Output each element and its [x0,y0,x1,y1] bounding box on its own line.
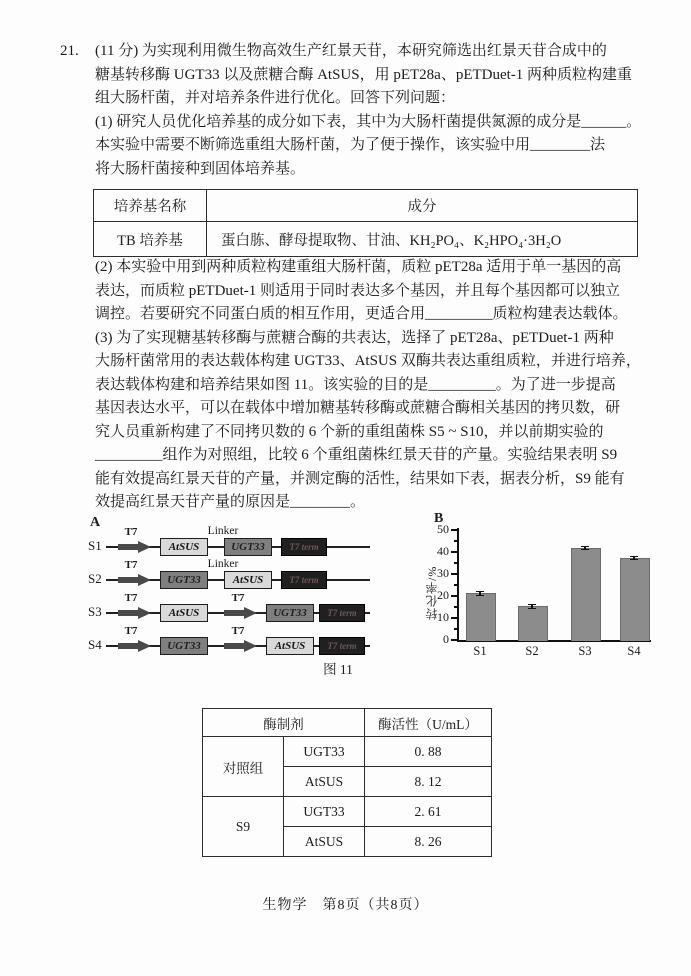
t7-promoter-label: T7 [124,592,138,604]
question-line-text: (11 分) 为实现利用微生物高效生产红景天苷，本研究筛选出红景天苷合成中的 [95,43,607,59]
promoter-arrow-icon [118,640,151,652]
bar-s2 [518,606,548,641]
gene-box-ugt33: UGT33 [160,571,208,589]
page-footer: 生物学 第8页（共8页） [262,898,429,913]
enzyme-cell: AtSUS [284,767,365,797]
composition-header: 成分 [207,190,638,222]
t7-promoter-label: T7 [124,559,138,571]
y-minor-tick [454,584,458,586]
y-tick [451,529,457,531]
medium-table [93,189,638,257]
enzyme-cell: UGT33 [284,737,365,767]
y-tick-label: 20 [437,588,449,602]
y-tick [451,551,457,553]
t7-terminator-box: T7 term [319,637,365,655]
y-tick-label: 0 [443,632,449,646]
y-minor-tick [454,562,458,564]
y-tick [451,639,457,641]
enzyme-cell: UGT33 [284,797,365,827]
medium-name-cell: TB 培养基 [94,222,207,257]
composition-cell: 蛋白胨、酵母提取物、甘油、KH₂PO₄、K₂HPO₄·3H₂O [207,222,638,257]
y-axis-line [457,528,459,641]
gene-box-atsus: AtSUS [160,604,208,622]
bar-s3 [571,548,601,641]
gene-box-atsus: AtSUS [224,571,272,589]
error-bar-cap [528,608,536,609]
table-header-row [94,190,638,222]
question-line: 表达，而质粒 pETDuet-1 则适用于同时表达多个基因，并且每个基因都可以独立 [95,282,620,299]
gene-box-atsus: AtSUS [266,637,314,655]
group-cell-control: 对照组 [203,737,284,797]
promoter-arrow-icon [224,640,257,652]
table-row [203,737,492,767]
enzyme-cell: AtSUS [284,827,365,857]
question-line: 表达载体构建和培养结果如图 11。该实验的目的是_________。为了进一步提高 [95,376,616,393]
question-line: (2) 本实验中用到两种质粒构建重组大肠杆菌，质粒 pET28a 适用于单一基因的高 [95,259,622,275]
panel-a-label: A [90,515,101,530]
enzyme-prep-header: 酶制剂 [203,709,365,737]
activity-cell: 0. 88 [364,737,491,767]
question-line: 将大肠杆菌接种到固体培养基。 [95,160,306,177]
y-minor-tick [454,606,458,608]
enzyme-activity-table [202,708,492,857]
y-minor-tick [454,540,458,542]
linker-label: Linker [207,558,239,570]
y-tick [451,573,457,575]
construct-name: S4 [88,637,102,652]
x-category-label: S1 [473,644,487,658]
question-line: 糖基转移酶 UGT33 以及蔗糖合酶 AtSUS，用 pET28a、pETDuet-1 两种质粒构建重 [95,66,633,83]
y-tick-label: 10 [437,610,449,624]
y-minor-tick [454,628,458,630]
promoter-arrow-icon [224,607,257,619]
question-line: 效提高红景天苷产量的原因是________。 [95,494,366,510]
conversion-rate-bar-chart [425,505,668,680]
promoter-arrow-icon [118,541,151,553]
figure-caption: 图 11 [323,662,353,677]
error-bar-cap [528,604,536,605]
x-category-label: S3 [578,644,592,658]
y-tick-label: 40 [437,544,449,558]
t7-promoter-label: T7 [231,625,245,637]
x-category-label: S4 [627,644,641,658]
error-bar-cap [581,546,589,547]
promoter-arrow-icon [118,607,151,619]
error-bar-cap [581,549,589,550]
y-tick-label: 30 [437,566,449,580]
activity-cell: 8. 12 [364,767,491,797]
question-line: 究人员重新构建了不同拷贝数的 6 个新的重组菌株 S5 ~ S10，并以前期实验的 [95,423,604,440]
question-line: 基因表达水平，可以在载体中增加糖基转移酶或蔗糖合酶相关基因的拷贝数，研 [95,400,621,416]
gene-box-atsus: AtSUS [160,538,208,556]
enzyme-activity-header: 酶活性（U/mL） [364,709,491,737]
t7-promoter-label: T7 [124,526,138,538]
table-row [203,797,492,827]
gene-box-ugt33: UGT33 [266,604,314,622]
question-line: (3) 为了实现糖基转移酶与蔗糖合酶的共表达，选择了 pET28a、pETDuet-1 两种 [95,329,614,346]
question-text-block-1 [60,40,648,181]
construct-name: S2 [88,571,102,586]
gene-box-ugt33: UGT33 [160,637,208,655]
t7-terminator-box: T7 term [281,538,327,556]
activity-cell: 2. 61 [364,797,491,827]
question-line [60,40,648,64]
table-header-row [203,709,492,737]
question-line: _________组作为对照组，比较 6 个重组菌株红景天苷的产量。实验结果表明 S9 [95,447,618,463]
error-bar-cap [630,556,638,557]
linker-label: Linker [207,525,239,537]
question-line: 调控。若要研究不同蛋白质的相互作用，更适合用_________质粒构建表达载体。 [95,306,628,322]
error-bar-cap [630,559,638,560]
bar-s4 [620,558,650,642]
gene-box-ugt33: UGT33 [224,538,272,556]
y-tick [451,595,457,597]
question-line: (1) 研究人员优化培养基的成分如下表，其中为大肠杆菌提供氮源的成分是______。 [95,113,642,130]
activity-cell: 8. 26 [364,827,491,857]
question-line: 组大肠杆菌，并对培养条件进行优化。回答下列问题： [95,90,456,106]
medium-name-header: 培养基名称 [94,190,207,222]
t7-promoter-label: T7 [124,625,138,637]
t7-terminator-box: T7 term [319,604,365,622]
y-axis-title: 转化率/% [425,565,439,621]
x-category-label: S2 [525,644,539,658]
question-line: 能有效提高红景天苷的产量，并测定酶的活性，结果如下表，据表分析，S9 能有 [95,470,625,487]
panel-b-label: B [434,511,444,526]
y-tick [451,617,457,619]
question-line: 大肠杆菌常用的表达载体构建 UGT33、AtSUS 双酶共表达重组质粒，并进行培养， [95,353,641,369]
bar-s1 [466,593,496,641]
t7-promoter-label: T7 [231,592,245,604]
y-tick-label: 50 [437,522,449,536]
figure-11 [88,505,668,690]
construct-name: S3 [88,604,102,619]
promoter-arrow-icon [118,574,151,586]
table-row [94,222,638,257]
error-bar-cap [476,595,484,596]
group-cell-s9: S9 [203,797,284,857]
question-line: 本实验中需要不断筛选重组大肠杆菌，为了便于操作，该实验中用________法 [95,137,606,153]
error-bar-cap [476,591,484,592]
question-text-block-2 [60,256,648,515]
construct-name: S1 [88,538,102,553]
t7-terminator-box: T7 term [281,571,327,589]
question-number: 21. [60,43,79,59]
